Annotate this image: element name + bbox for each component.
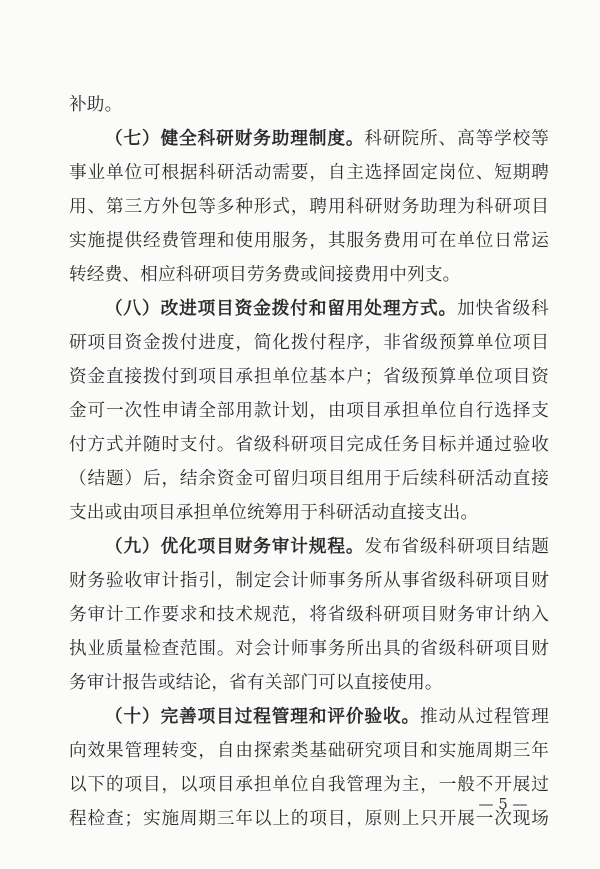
page-number: — 5 — bbox=[478, 795, 528, 813]
text-line: 支出或由项目承担单位统筹用于科研活动直接支出。 bbox=[69, 503, 479, 523]
text-line: 研项目资金拨付进度，简化拨付程序，非省级预算单位项目 bbox=[69, 333, 549, 353]
text-line: （七）健全科研财务助理制度。科研院所、高等学校等 bbox=[105, 128, 549, 149]
section-heading: （八）改进项目资金拨付和留用处理方式。 bbox=[105, 298, 458, 319]
text-line: 务审计工作要求和技术规范，将省级科研项目财务审计纳入 bbox=[69, 605, 549, 625]
text-line: 以下的项目，以项目承担单位自我管理为主，一般不开展过 bbox=[69, 775, 549, 795]
text-line: 向效果管理转变，自由探索类基础研究项目和实施周期三年 bbox=[69, 741, 549, 761]
text-line: （九）优化项目财务审计规程。发布省级科研项目结题 bbox=[105, 536, 549, 557]
section-heading: （十）完善项目过程管理和评价验收。 bbox=[105, 706, 421, 727]
text-line: 执业质量检查范围。对会计师事务所出具的省级科研项目财 bbox=[69, 639, 549, 659]
text-line: 转经费、相应科研项目劳务费或间接费用中列支。 bbox=[69, 265, 461, 285]
text-line: 补助。 bbox=[69, 95, 123, 115]
text-line: 程检查；实施周期三年以上的项目，原则上只开展一次现场 bbox=[69, 809, 549, 829]
text-line: 金可一次性申请全部用款计划，由项目承担单位自行选择支 bbox=[69, 401, 549, 421]
text-line: 付方式并随时支付。省级科研项目完成任务目标并通过验收 bbox=[69, 435, 549, 455]
text-line: 事业单位可根据科研活动需要，自主选择固定岗位、短期聘 bbox=[69, 163, 549, 183]
text-line: 用、第三方外包等多种形式，聘用科研财务助理为科研项目 bbox=[69, 197, 549, 217]
text-line: 实施提供经费管理和使用服务，其服务费用可在单位日常运 bbox=[69, 231, 549, 251]
text-line: 资金直接拨付到项目承担单位基本户；省级预算单位项目资 bbox=[69, 367, 549, 387]
text-line: 财务验收审计指引，制定会计师事务所从事省级科研项目财 bbox=[69, 571, 549, 591]
text-line: 务审计报告或结论，省有关部门可以直接使用。 bbox=[69, 673, 443, 693]
text-line: （八）改进项目资金拨付和留用处理方式。加快省级科 bbox=[105, 298, 549, 319]
section-heading: （九）优化项目财务审计规程。 bbox=[105, 536, 365, 557]
text-line: （十）完善项目过程管理和评价验收。推动从过程管理 bbox=[105, 706, 549, 727]
section-heading: （七）健全科研财务助理制度。 bbox=[105, 128, 365, 149]
text-line: （结题）后，结余资金可留归项目组用于后续科研活动直接 bbox=[69, 469, 549, 489]
